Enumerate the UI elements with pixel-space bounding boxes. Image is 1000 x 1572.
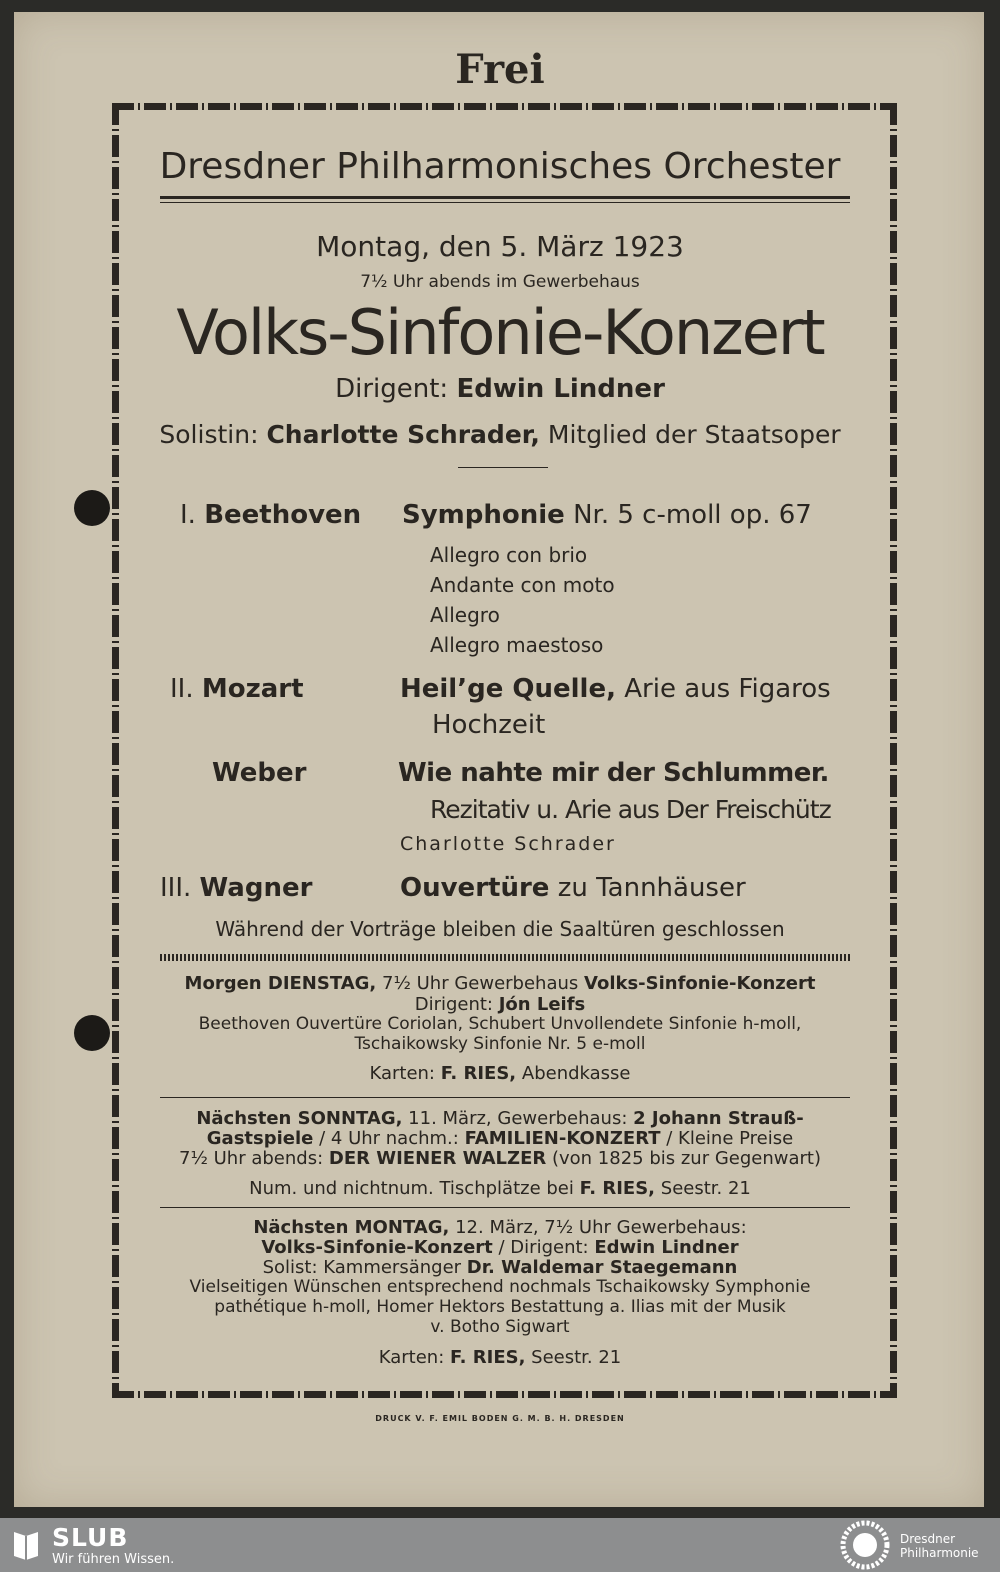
divider [160,1207,850,1208]
movement: Allegro maestoso [430,633,604,657]
program-work-2: Heil’ge Quelle, Arie aus Figaros [400,674,831,704]
program-item-weber: Weber [212,758,307,788]
movement: Allegro con brio [430,543,588,567]
program-item-1: I. Beethoven [180,500,362,530]
program-item-2: II. Mozart [170,674,304,704]
movement: Allegro [430,603,500,627]
partner-name[interactable]: Dresdner Philharmonie [900,1532,979,1560]
short-divider [458,467,548,468]
dotted-divider [160,954,850,961]
printer-imprint: DRUCK V. F. EMIL BODEN G. M. B. H. DRESDEN [375,1414,625,1423]
divider [160,1097,850,1098]
concert-title: Volks-Sinfonie-Konzert [176,296,824,369]
punch-hole-upper [74,490,110,526]
footer-bar [0,1518,1000,1572]
doors-note: Während der Vorträge bleiben die Saaltüren geschlossen [215,917,785,941]
program-work-3: Wie nahte mir der Schlummer. [398,758,829,788]
library-slogan: Wir führen Wissen. [52,1552,175,1567]
announce2-line1: Nächsten SONNTAG, 11. März, Gewerbehaus: 2 Johann Strauß- [196,1108,804,1129]
concert-date: Montag, den 5. März 1923 [316,230,684,263]
conductor-line: Dirigent: Edwin Lindner [335,374,665,404]
performer: Charlotte Schrader [400,833,616,855]
philharmonie-logo-icon [840,1520,890,1570]
announce3-line1: Nächsten MONTAG, 12. März, 7½ Uhr Gewerbehaus: [253,1217,747,1238]
movement: Andante con moto [430,573,615,597]
program-work-1: Symphonie Nr. 5 c-moll op. 67 [402,500,812,530]
soloist-name: Charlotte Schrader, [266,420,540,449]
double-rule [160,196,850,199]
time-venue: 7½ Uhr abends im Gewerbehaus [360,272,640,292]
announce1-line1: Morgen DIENSTAG, 7½ Uhr Gewerbehaus Volks-Sinfonie-Konzert [184,973,816,994]
orchestra-name: Dresdner Philharmonisches Orchester [159,146,841,187]
soloist-line: Solistin: Charlotte Schrader, Mitglied der Staatsoper [159,420,841,449]
conductor-name: Edwin Lindner [456,374,665,404]
book-icon [12,1528,40,1560]
free-stamp: Frei [455,46,545,93]
library-logo-text[interactable]: SLUB [52,1523,129,1552]
program-work-4: Ouvertüre zu Tannhäuser [400,873,746,903]
program-item-3: III. Wagner [160,873,313,903]
